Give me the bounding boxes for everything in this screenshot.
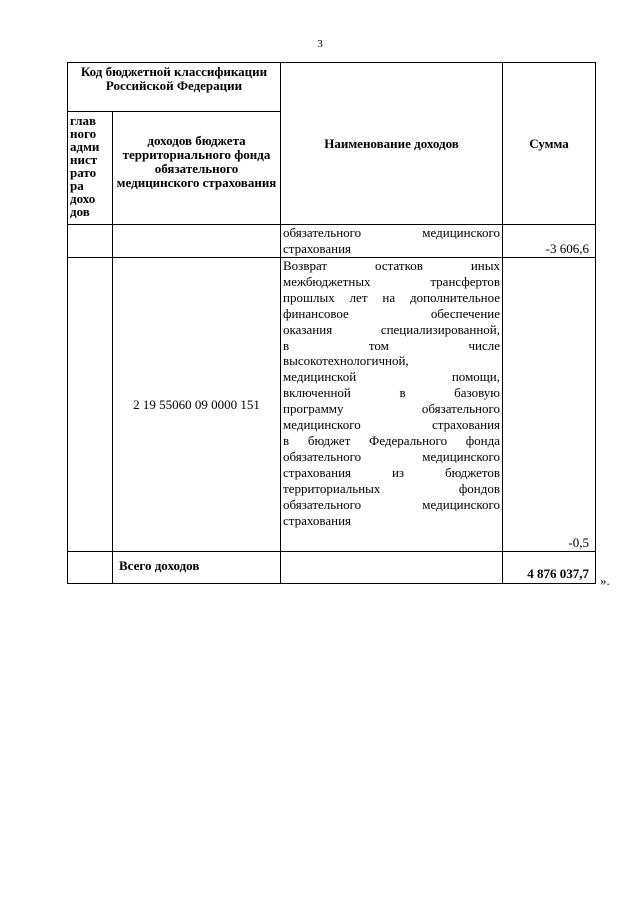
row-name-cell xyxy=(281,225,503,258)
row-name-cell xyxy=(281,258,503,552)
total-row xyxy=(68,552,596,584)
name-line: медицинского страхования xyxy=(283,417,501,433)
name-line: высокотехнологичной, xyxy=(283,353,409,369)
name-line: страхования из бюджетов xyxy=(283,464,501,480)
header-budget-classification: Код бюджетной классификации Российской Федерации xyxy=(68,63,281,112)
name-line: межбюджетных трансфертов xyxy=(283,273,501,289)
header-income-code: доходов бюджета территориального фонда обязательного медицинского страхования xyxy=(113,112,281,225)
name-line: программу обязательного xyxy=(283,401,501,417)
header-chief-administrator: глав ного адми нист рато ра дохо дов xyxy=(68,112,113,225)
name-line: обязательного медицинского xyxy=(283,496,501,512)
name-line: страхования xyxy=(283,512,352,528)
total-admin-cell xyxy=(68,552,113,584)
name-line: включенной в базовую xyxy=(283,385,501,401)
row-code-cell xyxy=(113,225,281,258)
header-sum: Сумма xyxy=(503,63,596,225)
page-number: 3 xyxy=(317,38,323,50)
closing-quote-mark: ». xyxy=(600,573,610,588)
name-line: прошлых лет на дополнительное xyxy=(283,289,501,305)
total-sum: 4 876 037,7 xyxy=(503,552,596,584)
table-row xyxy=(68,258,596,552)
total-label: Всего доходов xyxy=(113,552,281,584)
name-line: в том числе xyxy=(283,337,501,353)
header-income-name: Наименование доходов xyxy=(281,63,503,225)
name-line: территориальных фондов xyxy=(283,480,501,496)
row-admin-cell xyxy=(68,225,113,258)
header-row-1 xyxy=(68,63,596,112)
table-row xyxy=(68,225,596,258)
name-line: Возврат остатков иных xyxy=(283,258,501,273)
total-name-cell xyxy=(281,552,503,584)
name-line: медицинской помощи, xyxy=(283,369,501,385)
budget-income-table xyxy=(67,62,596,584)
name-line: страхования xyxy=(283,240,352,256)
row-sum-cell: -0,5 xyxy=(503,258,596,552)
row-admin-cell xyxy=(68,258,113,552)
name-line: обязательного медицинского xyxy=(283,448,501,464)
name-line: оказания специализированной, xyxy=(283,321,501,337)
name-line: в бюджет Федерального фонда xyxy=(283,432,501,448)
name-line: финансовое обеспечение xyxy=(283,305,501,321)
row-sum-cell: -3 606,6 xyxy=(503,225,596,258)
name-line: обязательного медицинского xyxy=(283,225,501,240)
row-code-cell: 2 19 55060 09 0000 151 xyxy=(113,258,281,552)
